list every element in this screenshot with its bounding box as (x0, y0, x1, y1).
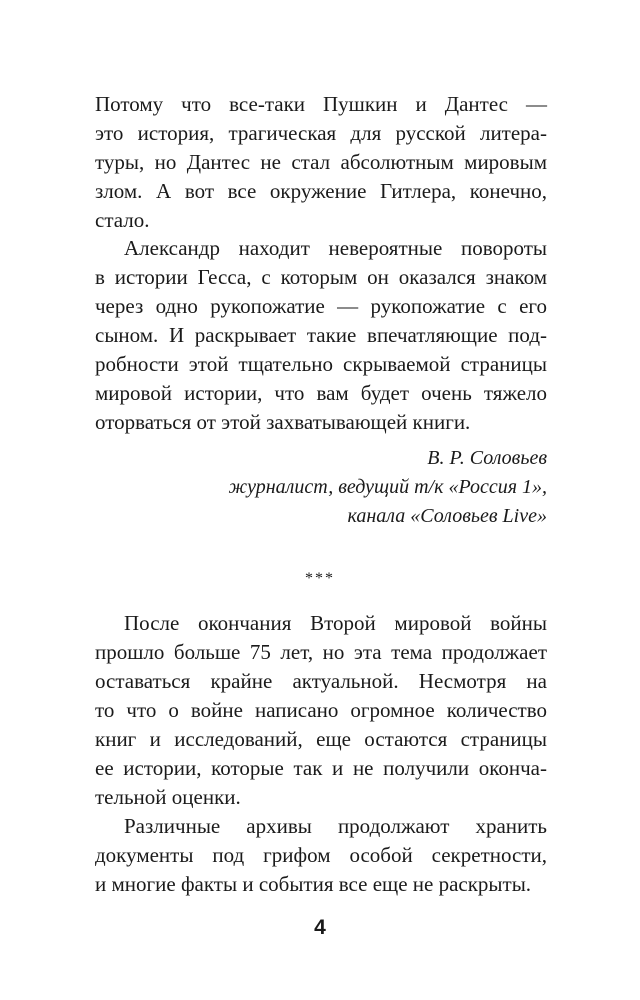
text-line: оставаться крайне актуальной. Несмотря на (95, 669, 547, 693)
text-line: робности этой тщательно скрываемой страницы (95, 352, 547, 376)
text-line: то что о войне написано огромное количество (95, 698, 547, 722)
text-line: прошло больше 75 лет, но эта тема продолжает (95, 640, 547, 664)
signature-block (95, 444, 547, 531)
text-line: оторваться от этой захватывающей книги. (95, 410, 471, 434)
text-line: туры, но Дантес не стал абсолютным мировым (95, 150, 547, 174)
paragraph-archives (95, 812, 547, 899)
text-line: Потому что все-таки Пушкин и Дантес — (95, 92, 547, 116)
text-line: Различные архивы продолжают хранить (124, 814, 547, 838)
text-line: через одно рукопожатие — рукопожатие с его (95, 294, 547, 318)
section-separator: *** (305, 570, 335, 587)
text-line: ее истории, которые так и не получили оконча- (95, 756, 547, 780)
signature-role: канала «Соловьев Live» (347, 505, 547, 527)
page-number: 4 (314, 916, 326, 939)
text-line: и многие факты и события все еще не раскрыты. (95, 872, 532, 896)
text-line: стало. (95, 208, 150, 232)
text-line: книг и исследований, еще остаются страницы (95, 727, 547, 751)
text-line: Александр находит невероятные повороты (124, 236, 547, 260)
text-line: После окончания Второй мировой войны (124, 611, 547, 635)
text-line: мировой истории, что вам будет очень тяжело (95, 381, 547, 405)
signature-role: журналист, ведущий т/к «Россия 1», (228, 476, 547, 498)
paragraph-hess-history (95, 234, 547, 437)
signature-name: В. Р. Соловьев (427, 447, 547, 469)
text-line: злом. А вот все окружение Гитлера, конечно, (95, 179, 547, 203)
text-line: в истории Гесса, с которым он оказался знаком (95, 265, 547, 289)
text-line: это история, трагическая для русской литера- (95, 121, 547, 145)
paragraph-war-history (95, 609, 547, 812)
paragraph-pushkin-dantes (95, 90, 547, 235)
text-line: сыном. И раскрывает такие впечатляющие под- (95, 323, 547, 347)
text-line: тельной оценки. (95, 785, 241, 809)
text-line: документы под грифом особой секретности, (95, 843, 547, 867)
